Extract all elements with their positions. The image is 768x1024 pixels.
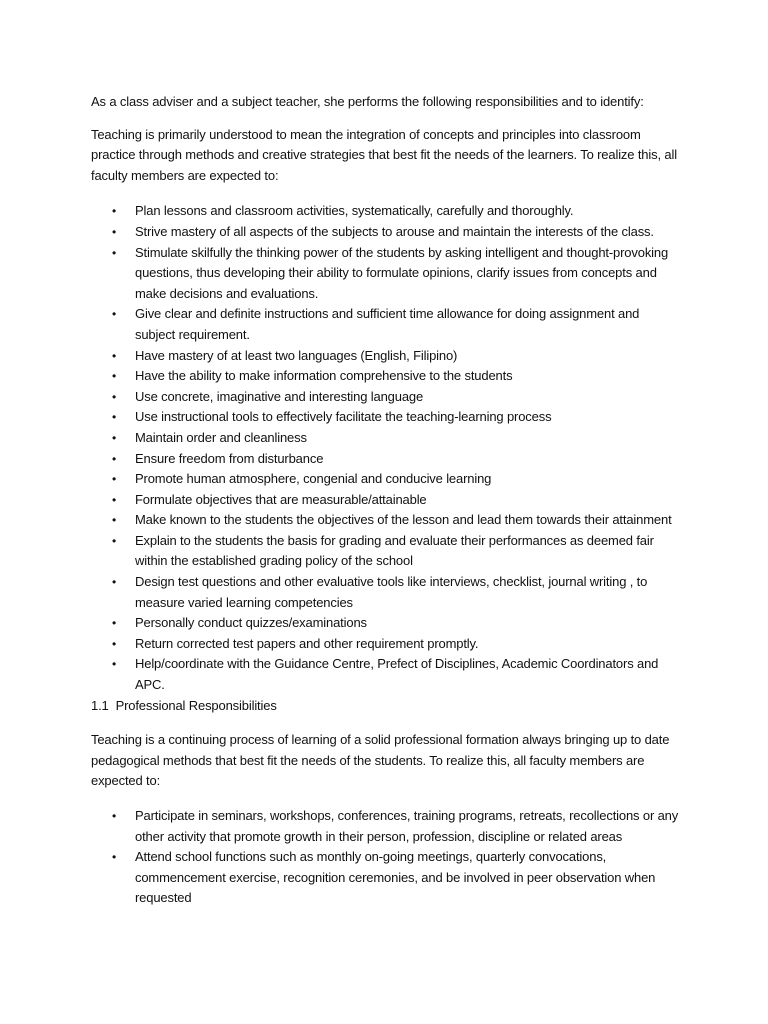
bullet-icon: • <box>112 307 117 322</box>
list-item <box>91 490 681 511</box>
list-item <box>91 366 681 387</box>
list-item-text: Use instructional tools to effectively facilitate the teaching-learning process <box>135 409 552 425</box>
bullet-icon: • <box>112 492 117 507</box>
teaching-responsibilities-list <box>91 201 681 695</box>
list-item-text: Ensure freedom from disturbance <box>135 450 324 466</box>
bullet-icon: • <box>112 389 117 404</box>
list-item <box>91 222 681 243</box>
bullet-icon: • <box>112 513 117 528</box>
list-item <box>91 572 681 613</box>
professional-paragraph: Teaching is a continuing process of learning of a solid professional formation always bringing up to date pedagogical methods that best fit the needs of the students. To realize this, all faculty members are expected to: <box>91 732 670 789</box>
teaching-paragraph: Teaching is primarily understood to mean the integration of concepts and principles into classroom practice through methods and creative strategies that best fit the needs of the learners. To realize this, all faculty members are expected to: <box>91 126 677 183</box>
document-body <box>91 92 681 909</box>
list-item <box>91 847 681 909</box>
list-item <box>91 304 681 345</box>
bullet-icon: • <box>112 369 117 384</box>
list-item <box>91 387 681 408</box>
list-item-text: Design test questions and other evaluative tools like interviews, checklist, journal writing , to measure varied learning competencies <box>135 574 648 610</box>
list-item <box>91 449 681 470</box>
list-item <box>91 806 681 847</box>
bullet-icon: • <box>112 451 117 466</box>
list-item-text: Use concrete, imaginative and interesting language <box>135 388 424 404</box>
bullet-icon: • <box>112 430 117 445</box>
list-item-text: Return corrected test papers and other requirement promptly. <box>135 635 479 651</box>
section-number: 1.1 <box>91 697 109 713</box>
list-item <box>91 469 681 490</box>
list-item-text: Promote human atmosphere, congenial and conducive learning <box>135 471 492 487</box>
list-item <box>91 613 681 634</box>
list-item-text: Give clear and definite instructions and sufficient time allowance for doing assignment and subject requirement. <box>135 306 640 342</box>
list-item-text: Attend school functions such as monthly on-going meetings, quarterly convocations, commencement exercise, recognition ceremonies, and be involved in peer observation when requested <box>135 849 656 906</box>
bullet-icon: • <box>112 575 117 590</box>
bullet-icon: • <box>112 616 117 631</box>
list-item-text: Participate in seminars, workshops, conferences, training programs, retreats, recollections or any other activity that promote growth in their person, profession, discipline or related areas <box>135 808 679 844</box>
list-item <box>91 654 681 695</box>
list-item-text: Help/coordinate with the Guidance Centre, Prefect of Disciplines, Academic Coordinators and APC. <box>135 656 659 693</box>
list-item-text: Make known to the students the objectives of the lesson and lead them towards their attainment <box>135 512 672 528</box>
list-item <box>91 346 681 367</box>
list-item <box>91 407 681 428</box>
list-item <box>91 531 681 572</box>
bullet-icon: • <box>112 657 117 672</box>
list-item <box>91 634 681 655</box>
list-item-text: Maintain order and cleanliness <box>135 429 307 445</box>
list-item-text: Have mastery of at least two languages (English, Filipino) <box>135 347 458 363</box>
list-item <box>91 243 681 305</box>
list-item-text: Personally conduct quizzes/examinations <box>135 615 367 631</box>
bullet-icon: • <box>112 204 117 219</box>
bullet-icon: • <box>112 224 117 239</box>
list-item <box>91 428 681 449</box>
list-item-text: Formulate objectives that are measurable/attainable <box>135 491 427 507</box>
bullet-icon: • <box>112 245 117 260</box>
bullet-icon: • <box>112 472 117 487</box>
bullet-icon: • <box>112 636 117 651</box>
section-heading <box>91 696 681 717</box>
section-title: Professional Responsibilities <box>115 697 277 713</box>
list-item-text: Explain to the students the basis for grading and evaluate their performances as deemed fair within the established grading policy of the school <box>135 532 654 569</box>
list-item <box>91 510 681 531</box>
bullet-icon: • <box>112 410 117 425</box>
bullet-icon: • <box>112 809 117 823</box>
list-item-text: Stimulate skilfully the thinking power of the students by asking intelligent and thought-provoking questions, thus developing their ability to formulate opinions, clarify issues from concepts and make decisions and evaluations. <box>135 244 669 301</box>
bullet-icon: • <box>112 533 117 548</box>
list-item-text: Have the ability to make information comprehensive to the students <box>135 368 513 384</box>
intro-paragraph: As a class adviser and a subject teacher, she performs the following responsibilities and to identify: <box>91 94 644 109</box>
bullet-icon: • <box>112 348 117 363</box>
list-item-text: Plan lessons and classroom activities, systematically, carefully and thoroughly. <box>135 203 574 219</box>
bullet-icon: • <box>112 850 117 865</box>
list-item <box>91 201 681 222</box>
list-item-text: Strive mastery of all aspects of the subjects to arouse and maintain the interests of the class. <box>135 223 654 239</box>
professional-responsibilities-list <box>91 806 681 909</box>
